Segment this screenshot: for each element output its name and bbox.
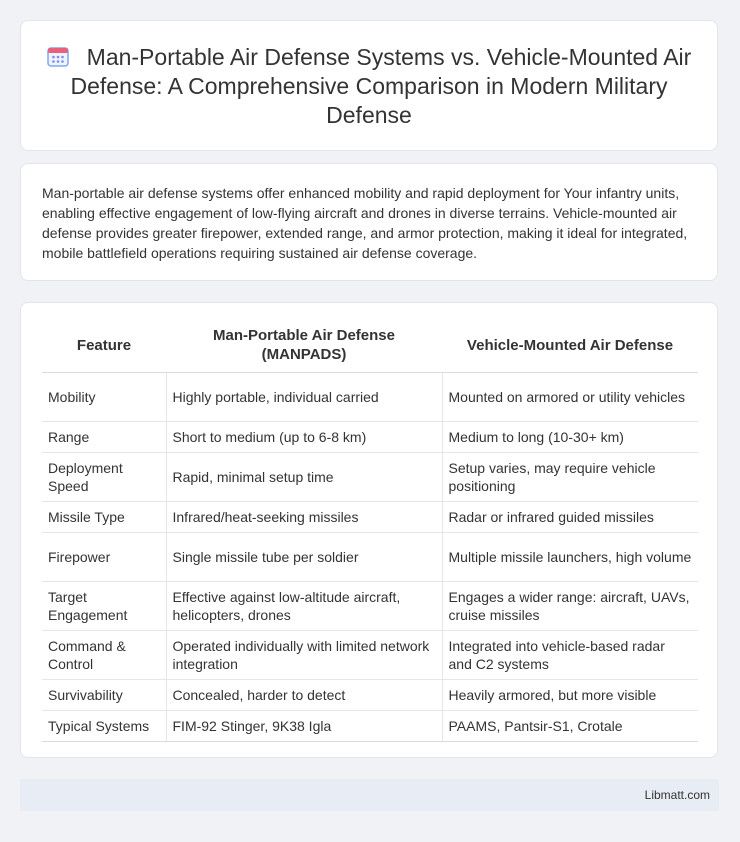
- row-feature: Mobility: [42, 373, 166, 422]
- row-feature: Typical Systems: [42, 711, 166, 742]
- row-vehicle: Multiple missile launchers, high volume: [442, 533, 698, 582]
- title-card: [20, 20, 718, 151]
- row-manpads: Infrared/heat-seeking missiles: [166, 502, 442, 533]
- table-row: [42, 631, 698, 680]
- table-row: [42, 582, 698, 631]
- row-vehicle: Radar or infrared guided missiles: [442, 502, 698, 533]
- row-vehicle: Medium to long (10-30+ km): [442, 422, 698, 453]
- table-row: [42, 502, 698, 533]
- row-vehicle: PAAMS, Pantsir-S1, Crotale: [442, 711, 698, 742]
- row-manpads: Rapid, minimal setup time: [166, 453, 442, 502]
- page-title-text: Man-Portable Air Defense Systems vs. Vehicle-Mounted Air Defense: A Comprehensive Comparison in Modern Military Defense: [70, 44, 692, 128]
- header-feature: Feature: [42, 321, 166, 373]
- row-vehicle: Setup varies, may require vehicle positioning: [442, 453, 698, 502]
- row-manpads: Short to medium (up to 6-8 km): [166, 422, 442, 453]
- row-feature: Survivability: [42, 680, 166, 711]
- header-vehicle: Vehicle-Mounted Air Defense: [442, 321, 698, 373]
- intro-card: [20, 163, 718, 281]
- row-manpads: Single missile tube per soldier: [166, 533, 442, 582]
- row-vehicle: Mounted on armored or utility vehicles: [442, 373, 698, 422]
- row-vehicle: Integrated into vehicle-based radar and C2 systems: [442, 631, 698, 680]
- table-row: [42, 680, 698, 711]
- comparison-card: [20, 302, 718, 758]
- table-row: [42, 422, 698, 453]
- row-vehicle: Heavily armored, but more visible: [442, 680, 698, 711]
- row-feature: Deployment Speed: [42, 453, 166, 502]
- row-manpads: Effective against low-altitude aircraft, helicopters, drones: [166, 582, 442, 631]
- row-manpads: Highly portable, individual carried: [166, 373, 442, 422]
- row-manpads: Operated individually with limited network integration: [166, 631, 442, 680]
- row-feature: Command & Control: [42, 631, 166, 680]
- row-feature: Target Engagement: [42, 582, 166, 631]
- row-feature: Missile Type: [42, 502, 166, 533]
- row-feature: Range: [42, 422, 166, 453]
- table-row: [42, 711, 698, 742]
- table-row: [42, 533, 698, 582]
- row-manpads: FIM-92 Stinger, 9K38 Igla: [166, 711, 442, 742]
- footer-bar: [20, 779, 719, 811]
- table-row: [42, 453, 698, 502]
- intro-paragraph: Man-portable air defense systems offer enhanced mobility and rapid deployment for Your infantry units, enabling effective engagement of low-flying aircraft and drones in diverse terrains. Vehicle-mounted air defense provides greater firepower, extended range, and armor protection, making it ideal for integrated, mobile battlefield operations requiring sustained air defense coverage.: [42, 185, 688, 261]
- row-manpads: Concealed, harder to detect: [166, 680, 442, 711]
- footer-site-link[interactable]: Libmatt.com: [644, 788, 710, 802]
- header-manpads: Man-Portable Air Defense (MANPADS): [166, 321, 442, 373]
- row-vehicle: Engages a wider range: aircraft, UAVs, cruise missiles: [442, 582, 698, 631]
- page-title: [31, 43, 707, 130]
- row-feature: Firepower: [42, 533, 166, 582]
- calendar-icon: [47, 45, 69, 67]
- table-header-row: [42, 321, 698, 373]
- table-row: [42, 373, 698, 422]
- comparison-table: [42, 321, 698, 742]
